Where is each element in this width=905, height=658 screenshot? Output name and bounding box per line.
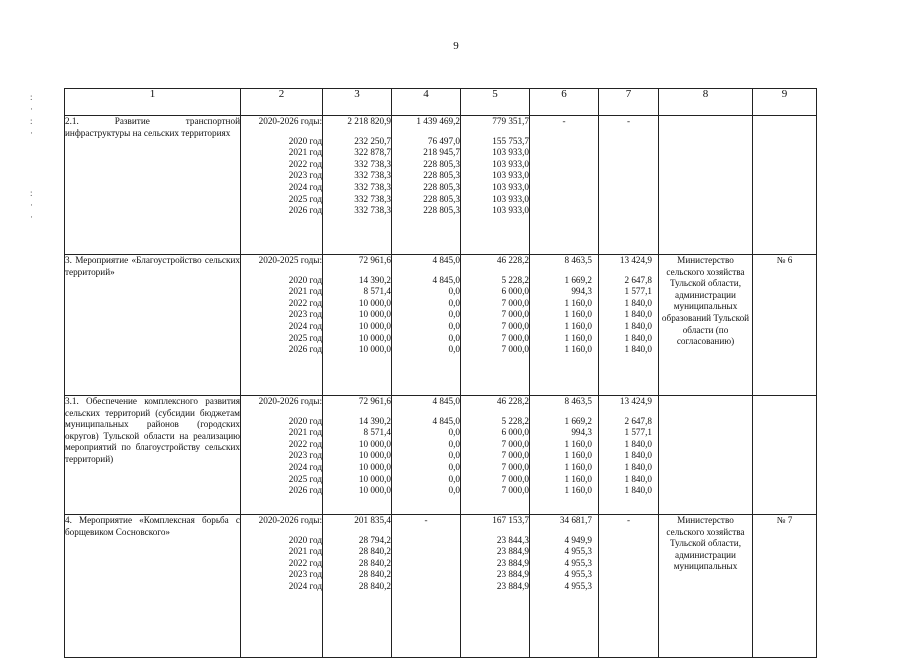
period-cell [241, 396, 323, 515]
year-label: 2020 год [288, 415, 322, 426]
amount-total: 72 961,6 [358, 396, 391, 406]
amount-cell-col3 [323, 396, 392, 515]
spacer [599, 267, 652, 275]
amount-cell-col7 [599, 116, 659, 255]
amount-total: 4 845,0 [432, 255, 460, 265]
year-label: 2026 год [288, 485, 322, 496]
reference-cell: № 6 [753, 255, 817, 396]
amount-total: 46 228,2 [496, 396, 529, 406]
spacer [392, 408, 460, 416]
year-label: 2022 год [288, 557, 322, 568]
amount-value: 7 000,0 [501, 309, 529, 320]
spacer [323, 128, 391, 136]
amount-value: 10 000,0 [358, 297, 391, 308]
spacer [530, 527, 592, 535]
amount-value: 7 000,0 [501, 344, 529, 355]
header-row [65, 89, 817, 116]
margin-mark: · [30, 128, 34, 138]
header-cell: 4 [392, 89, 461, 116]
table-row [65, 255, 817, 396]
year-label: 2022 год [288, 158, 322, 169]
amount-value: 218 945,7 [423, 147, 460, 158]
amount-value: 228 805,3 [423, 205, 460, 216]
year-label: 2022 год [288, 438, 322, 449]
spacer [530, 408, 592, 416]
amount-value: 5 228,2 [501, 415, 529, 426]
amount-value: 4 949,9 [564, 534, 592, 545]
amount-total: - [562, 116, 566, 126]
spacer [392, 128, 460, 136]
amount-value: 4 955,3 [564, 569, 592, 580]
amount-value: 332 738,3 [354, 205, 391, 216]
amount-value: 1 840,0 [624, 485, 652, 496]
amount-cell-col6 [530, 116, 599, 255]
amount-value: 1 160,0 [564, 332, 592, 343]
margin-mark: : [30, 116, 34, 126]
amount-value: 7 000,0 [501, 332, 529, 343]
margin-mark [30, 164, 50, 176]
amount-value: 1 160,0 [564, 344, 592, 355]
year-label: 2023 год [288, 450, 322, 461]
amount-value: 23 844,3 [496, 534, 529, 545]
executor-cell: Министерство сельского хозяйства Тульской области, администрации муниципальных [659, 515, 753, 658]
reference-cell [753, 116, 817, 255]
amount-value: 7 000,0 [501, 438, 529, 449]
margin-mark: : [30, 188, 34, 198]
amount-value: 1 669,2 [564, 274, 592, 285]
year-label: 2024 год [288, 320, 322, 331]
amount-value: 6 000,0 [501, 427, 529, 438]
amount-value: 1 160,0 [564, 320, 592, 331]
amount-value: 0,0 [448, 450, 460, 461]
amount-value: 228 805,3 [423, 158, 460, 169]
amount-value: 14 390,2 [358, 415, 391, 426]
table-row [65, 116, 817, 255]
amount-value: 23 884,9 [496, 580, 529, 591]
header-cell: 1 [65, 89, 241, 116]
spacer [241, 128, 322, 136]
year-label: 2025 год [288, 473, 322, 484]
amount-cell-col5 [461, 396, 530, 515]
amount-value: 10 000,0 [358, 450, 391, 461]
year-label: 2022 год [288, 297, 322, 308]
amount-value: 1 577,1 [624, 427, 652, 438]
amount-value: 228 805,3 [423, 193, 460, 204]
year-label: 2021 год [288, 427, 322, 438]
amount-value: 1 840,0 [624, 309, 652, 320]
period-total-label: 2020-2025 годы: [258, 255, 322, 265]
amount-value: 7 000,0 [501, 320, 529, 331]
amount-value: 2 647,8 [624, 415, 652, 426]
year-label: 2021 год [288, 546, 322, 557]
amount-value: 1 577,1 [624, 286, 652, 297]
measure-name-cell: 3. Мероприятие «Благоустройство сельских территорий» [65, 255, 241, 396]
executor-cell: Министерство сельского хозяйства Тульской области, администрации муниципальных образований Тульской области (по согласованию) [659, 255, 753, 396]
margin-mark [30, 140, 50, 152]
amount-value: 103 933,0 [492, 181, 529, 192]
amount-value: 994,3 [571, 286, 592, 297]
amount-total: 13 424,9 [619, 255, 652, 265]
amount-value: 0,0 [448, 461, 460, 472]
amount-value: 1 160,0 [564, 438, 592, 449]
amount-value: 4 845,0 [432, 415, 460, 426]
amount-value: 1 160,0 [564, 450, 592, 461]
amount-value: 7 000,0 [501, 461, 529, 472]
period-total-label: 2020-2026 годы: [258, 116, 322, 126]
amount-value: 332 738,3 [354, 193, 391, 204]
amount-value: 228 805,3 [423, 170, 460, 181]
amount-cell-col3 [323, 116, 392, 255]
amount-value: 10 000,0 [358, 332, 391, 343]
amount-value: 228 805,3 [423, 181, 460, 192]
year-label: 2024 год [288, 461, 322, 472]
amount-value: 23 884,9 [496, 569, 529, 580]
spacer [392, 267, 460, 275]
amount-value: 4 955,3 [564, 546, 592, 557]
period-cell [241, 515, 323, 658]
amount-total: 13 424,9 [619, 396, 652, 406]
amount-value: 28 840,2 [358, 546, 391, 557]
amount-value: 7 000,0 [501, 485, 529, 496]
amount-value: 28 840,2 [358, 557, 391, 568]
amount-value: 10 000,0 [358, 461, 391, 472]
amount-value: 0,0 [448, 332, 460, 343]
amount-value: 322 878,7 [354, 147, 391, 158]
amount-total: 34 681,7 [559, 515, 592, 525]
spacer [323, 408, 391, 416]
year-label: 2023 год [288, 170, 322, 181]
year-label: 2021 год [288, 147, 322, 158]
reference-cell: № 7 [753, 515, 817, 658]
amount-total: 167 153,7 [492, 515, 529, 525]
margin-mark: · [30, 200, 34, 210]
amount-value: 4 845,0 [432, 274, 460, 285]
spacer [323, 527, 391, 535]
amount-value: 1 160,0 [564, 309, 592, 320]
executor-cell [659, 116, 753, 255]
amount-value: 23 884,9 [496, 546, 529, 557]
amount-value: 1 840,0 [624, 450, 652, 461]
amount-value: 23 884,9 [496, 557, 529, 568]
executor-cell [659, 396, 753, 515]
amount-value: 1 840,0 [624, 332, 652, 343]
amount-value: 4 955,3 [564, 557, 592, 568]
year-label: 2026 год [288, 205, 322, 216]
year-label: 2023 год [288, 309, 322, 320]
spacer [461, 128, 529, 136]
spacer [530, 267, 592, 275]
amount-value: 1 840,0 [624, 297, 652, 308]
period-total-label: 2020-2026 годы: [258, 396, 322, 406]
margin-mark [30, 176, 50, 188]
year-label: 2024 год [288, 580, 322, 591]
amount-value: 0,0 [448, 473, 460, 484]
spacer [241, 267, 322, 275]
spacer [461, 408, 529, 416]
amount-value: 14 390,2 [358, 274, 391, 285]
table-row [65, 515, 817, 658]
amount-value: 7 000,0 [501, 450, 529, 461]
amount-value: 6 000,0 [501, 286, 529, 297]
amount-value: 28 840,2 [358, 569, 391, 580]
amount-value: 0,0 [448, 427, 460, 438]
amount-value: 10 000,0 [358, 485, 391, 496]
amount-value: 103 933,0 [492, 205, 529, 216]
amount-total: 4 845,0 [432, 396, 460, 406]
amount-total: 1 439 469,2 [416, 116, 460, 126]
amount-value: 1 669,2 [564, 415, 592, 426]
amount-value: 0,0 [448, 309, 460, 320]
header-cell: 2 [241, 89, 323, 116]
amount-cell-col5 [461, 116, 530, 255]
margin-mark: · [30, 104, 34, 114]
table-row [65, 396, 817, 515]
amount-cell-col3 [323, 515, 392, 658]
amount-total: 201 835,4 [354, 515, 391, 525]
header-cell: 8 [659, 89, 753, 116]
margin-mark: : [30, 92, 34, 102]
amount-value: 332 738,3 [354, 170, 391, 181]
amount-total: - [626, 116, 631, 126]
amount-value: 10 000,0 [358, 473, 391, 484]
year-label: 2025 год [288, 193, 322, 204]
amount-cell-col4 [392, 396, 461, 515]
amount-value: 2 647,8 [624, 274, 652, 285]
amount-value: 1 840,0 [624, 461, 652, 472]
year-label: 2020 год [288, 135, 322, 146]
amount-value: 1 160,0 [564, 461, 592, 472]
spacer [241, 408, 322, 416]
amount-value: 332 738,3 [354, 158, 391, 169]
amount-total: 72 961,6 [358, 255, 391, 265]
amount-value: 232 250,7 [354, 135, 391, 146]
amount-value: 10 000,0 [358, 320, 391, 331]
header-cell: 3 [323, 89, 392, 116]
table-body [65, 116, 817, 658]
amount-total: 2 218 820,9 [347, 116, 391, 126]
amount-value: 1 840,0 [624, 344, 652, 355]
amount-cell-col7 [599, 255, 659, 396]
measure-name-cell: 3.1. Обеспечение комплексного развития сельских территорий (субсидии бюджетам муниципальных районов (городских округов) Тульской области на реализацию мероприятий по благоустройству сельских территорий) [65, 396, 241, 515]
reference-cell [753, 396, 817, 515]
amount-total: - [424, 515, 428, 525]
amount-total: 46 228,2 [496, 255, 529, 265]
amount-value: 103 933,0 [492, 193, 529, 204]
amount-value: 0,0 [448, 297, 460, 308]
amount-value: 8 571,4 [363, 427, 391, 438]
amount-value: 10 000,0 [358, 309, 391, 320]
amount-cell-col5 [461, 515, 530, 658]
amount-cell-col7 [599, 396, 659, 515]
year-label: 2020 год [288, 274, 322, 285]
budget-table [64, 88, 817, 658]
amount-value: 7 000,0 [501, 297, 529, 308]
margin-mark: · [30, 212, 34, 222]
year-label: 2023 год [288, 569, 322, 580]
amount-cell-col7 [599, 515, 659, 658]
header-cell: 5 [461, 89, 530, 116]
spacer [461, 527, 529, 535]
amount-value: 7 000,0 [501, 473, 529, 484]
amount-cell-col3 [323, 255, 392, 396]
amount-value: 103 933,0 [492, 147, 529, 158]
year-label: 2021 год [288, 286, 322, 297]
amount-value: 103 933,0 [492, 158, 529, 169]
spacer [241, 527, 322, 535]
amount-value: 155 753,7 [492, 135, 529, 146]
amount-cell-col6 [530, 396, 599, 515]
amount-value: 10 000,0 [358, 438, 391, 449]
amount-value: 332 738,3 [354, 181, 391, 192]
amount-value: 1 160,0 [564, 297, 592, 308]
amount-value: 994,3 [571, 427, 592, 438]
amount-cell-col5 [461, 255, 530, 396]
amount-total: 8 463,5 [564, 396, 592, 406]
amount-value: 28 840,2 [358, 580, 391, 591]
amount-total: 779 351,7 [492, 116, 529, 126]
page-number: 9 [453, 40, 459, 52]
amount-cell-col6 [530, 515, 599, 658]
margin-mark [30, 152, 50, 164]
amount-value: 76 497,0 [427, 135, 460, 146]
amount-value: 10 000,0 [358, 344, 391, 355]
period-cell [241, 255, 323, 396]
spacer [461, 267, 529, 275]
amount-value: 0,0 [448, 320, 460, 331]
amount-value: 1 160,0 [564, 485, 592, 496]
measure-name-cell: 4. Мероприятие «Комплексная борьба с борщевиком Сосновского» [65, 515, 241, 658]
amount-value: 28 794,2 [358, 534, 391, 545]
amount-cell-col4 [392, 255, 461, 396]
spacer [599, 408, 652, 416]
year-label: 2026 год [288, 344, 322, 355]
period-cell [241, 116, 323, 255]
amount-value: 8 571,4 [363, 286, 391, 297]
year-label: 2024 год [288, 181, 322, 192]
header-cell: 9 [753, 89, 817, 116]
year-label: 2025 год [288, 332, 322, 343]
amount-cell-col6 [530, 255, 599, 396]
amount-value: 1 160,0 [564, 473, 592, 484]
header-cell: 6 [530, 89, 599, 116]
amount-value: 1 840,0 [624, 320, 652, 331]
amount-value: 0,0 [448, 286, 460, 297]
amount-value: 4 955,3 [564, 580, 592, 591]
header-cell: 7 [599, 89, 659, 116]
period-total-label: 2020-2026 годы: [258, 515, 322, 525]
spacer [323, 267, 391, 275]
amount-cell-col4 [392, 515, 461, 658]
amount-value: 5 228,2 [501, 274, 529, 285]
amount-value: 0,0 [448, 485, 460, 496]
amount-value: 103 933,0 [492, 170, 529, 181]
measure-name-cell: 2.1. Развитие транспортной инфраструктуры на сельских территориях [65, 116, 241, 255]
amount-value: 1 840,0 [624, 438, 652, 449]
amount-cell-col4 [392, 116, 461, 255]
amount-total: - [626, 515, 631, 525]
amount-total: 8 463,5 [564, 255, 592, 265]
margin-marks [30, 92, 50, 224]
amount-value: 0,0 [448, 438, 460, 449]
amount-value: 0,0 [448, 344, 460, 355]
year-label: 2020 год [288, 534, 322, 545]
amount-value: 1 840,0 [624, 473, 652, 484]
